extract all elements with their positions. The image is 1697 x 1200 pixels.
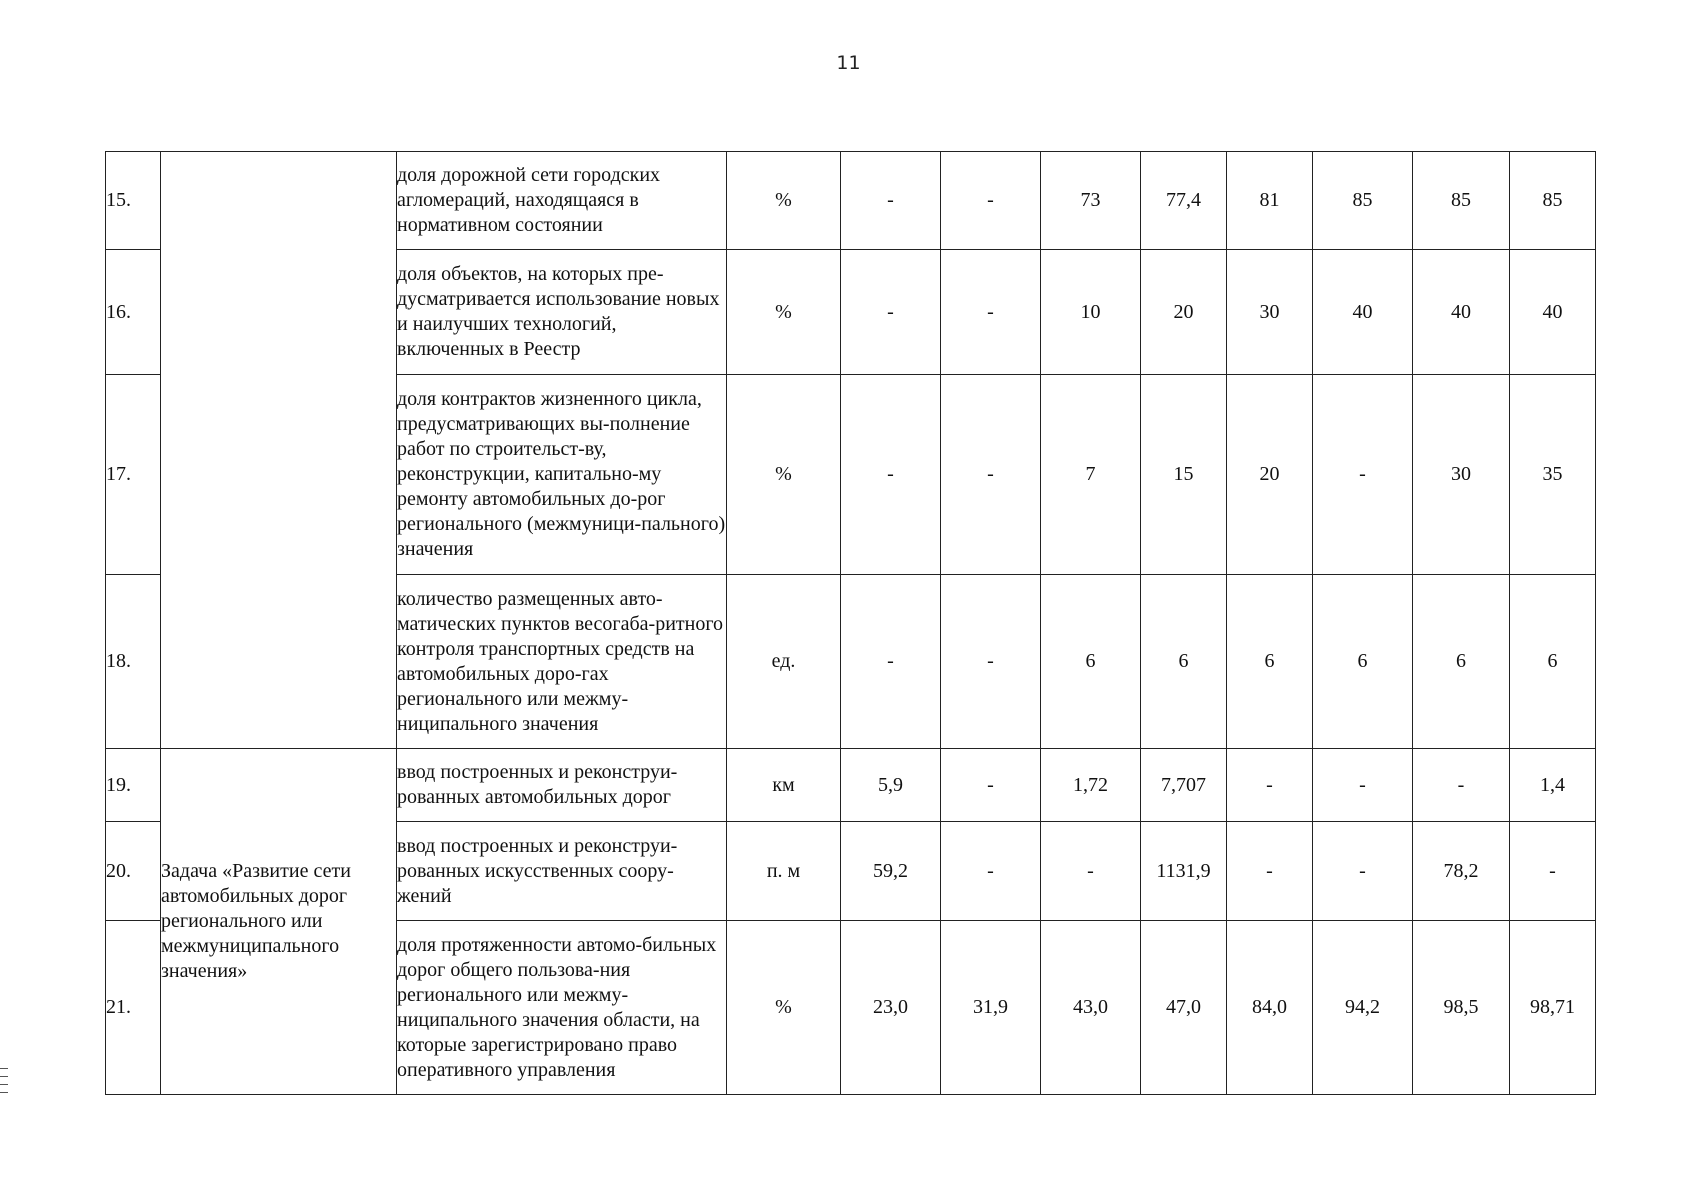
scan-mark bbox=[0, 1076, 8, 1077]
value-cell: - bbox=[1313, 822, 1413, 921]
value-cell: 7,707 bbox=[1141, 749, 1227, 822]
value-cell: 6 bbox=[1141, 575, 1227, 749]
value-cell: - bbox=[841, 575, 941, 749]
unit-cell: % bbox=[727, 152, 841, 250]
unit-cell: п. м bbox=[727, 822, 841, 921]
scan-mark bbox=[0, 1084, 8, 1085]
value-cell: 81 bbox=[1227, 152, 1313, 250]
value-cell: 6 bbox=[1227, 575, 1313, 749]
value-cell: 5,9 bbox=[841, 749, 941, 822]
value-cell: - bbox=[841, 375, 941, 575]
task-title: Задача «Развитие сети автомобильных дорог регионального или межмуниципального значения» bbox=[161, 749, 397, 1095]
value-cell: - bbox=[1313, 749, 1413, 822]
table-row bbox=[106, 152, 1596, 250]
value-cell: 20 bbox=[1227, 375, 1313, 575]
value-cell: - bbox=[1510, 822, 1596, 921]
value-cell: 6 bbox=[1413, 575, 1510, 749]
indicator-name: доля контрактов жизненного цикла, предусматривающих вы-полнение работ по строительст-ву, реконструкции, капитально-му ремонту автомобильных до-рог регионального (межмуници-пального) значения bbox=[397, 375, 727, 575]
unit-cell: % bbox=[727, 921, 841, 1095]
value-cell: 10 bbox=[1041, 250, 1141, 375]
value-cell: 15 bbox=[1141, 375, 1227, 575]
value-cell: 85 bbox=[1413, 152, 1510, 250]
unit-cell: % bbox=[727, 375, 841, 575]
value-cell: - bbox=[941, 250, 1041, 375]
row-number: 17. bbox=[106, 375, 161, 575]
value-cell: 23,0 bbox=[841, 921, 941, 1095]
value-cell: - bbox=[941, 749, 1041, 822]
value-cell: - bbox=[1313, 375, 1413, 575]
value-cell: 1,4 bbox=[1510, 749, 1596, 822]
indicator-name: количество размещенных авто-матических пунктов весогаба-ритного контроля транспортных средств на автомобильных доро-гах регионального или межму-ниципального значения bbox=[397, 575, 727, 749]
unit-cell: км bbox=[727, 749, 841, 822]
row-number: 18. bbox=[106, 575, 161, 749]
indicator-name: доля дорожной сети городских агломераций, находящаяся в нормативном состоянии bbox=[397, 152, 727, 250]
value-cell: - bbox=[941, 375, 1041, 575]
value-cell: 94,2 bbox=[1313, 921, 1413, 1095]
value-cell: 6 bbox=[1313, 575, 1413, 749]
value-cell: 85 bbox=[1313, 152, 1413, 250]
value-cell: 30 bbox=[1413, 375, 1510, 575]
row-number: 16. bbox=[106, 250, 161, 375]
indicator-name: доля объектов, на которых пре-дусматривается использование новых и наилучших технологий, включенных в Реестр bbox=[397, 250, 727, 375]
value-cell: - bbox=[841, 250, 941, 375]
indicator-name: доля протяженности автомо-бильных дорог общего пользова-ния регионального или межму-ниципального значения области, на которые зарегистрировано право оперативного управления bbox=[397, 921, 727, 1095]
value-cell: 47,0 bbox=[1141, 921, 1227, 1095]
value-cell: - bbox=[941, 822, 1041, 921]
scan-mark bbox=[0, 1068, 8, 1069]
indicator-name: ввод построенных и реконструи-рованных искусственных соору-жений bbox=[397, 822, 727, 921]
value-cell: - bbox=[1413, 749, 1510, 822]
unit-cell: % bbox=[727, 250, 841, 375]
value-cell: 59,2 bbox=[841, 822, 941, 921]
value-cell: - bbox=[1041, 822, 1141, 921]
value-cell: 7 bbox=[1041, 375, 1141, 575]
value-cell: 20 bbox=[1141, 250, 1227, 375]
value-cell: 40 bbox=[1510, 250, 1596, 375]
value-cell: - bbox=[941, 152, 1041, 250]
value-cell: 35 bbox=[1510, 375, 1596, 575]
row-number: 20. bbox=[106, 822, 161, 921]
unit-cell: ед. bbox=[727, 575, 841, 749]
row-number: 15. bbox=[106, 152, 161, 250]
value-cell: - bbox=[841, 152, 941, 250]
value-cell: 98,71 bbox=[1510, 921, 1596, 1095]
value-cell: 98,5 bbox=[1413, 921, 1510, 1095]
value-cell: 84,0 bbox=[1227, 921, 1313, 1095]
value-cell: 77,4 bbox=[1141, 152, 1227, 250]
value-cell: 43,0 bbox=[1041, 921, 1141, 1095]
table-row bbox=[106, 749, 1596, 822]
value-cell: 6 bbox=[1041, 575, 1141, 749]
value-cell: 1131,9 bbox=[1141, 822, 1227, 921]
indicator-name: ввод построенных и реконструи-рованных автомобильных дорог bbox=[397, 749, 727, 822]
value-cell: 78,2 bbox=[1413, 822, 1510, 921]
value-cell: 6 bbox=[1510, 575, 1596, 749]
value-cell: 85 bbox=[1510, 152, 1596, 250]
value-cell: - bbox=[1227, 749, 1313, 822]
row-number: 21. bbox=[106, 921, 161, 1095]
task-cell-empty bbox=[161, 152, 397, 749]
scan-mark bbox=[0, 1092, 8, 1093]
value-cell: - bbox=[941, 575, 1041, 749]
value-cell: 1,72 bbox=[1041, 749, 1141, 822]
value-cell: 31,9 bbox=[941, 921, 1041, 1095]
value-cell: 40 bbox=[1413, 250, 1510, 375]
row-number: 19. bbox=[106, 749, 161, 822]
page-number: 11 bbox=[836, 52, 861, 74]
value-cell: 40 bbox=[1313, 250, 1413, 375]
indicators-table bbox=[105, 151, 1596, 1095]
value-cell: - bbox=[1227, 822, 1313, 921]
value-cell: 30 bbox=[1227, 250, 1313, 375]
value-cell: 73 bbox=[1041, 152, 1141, 250]
